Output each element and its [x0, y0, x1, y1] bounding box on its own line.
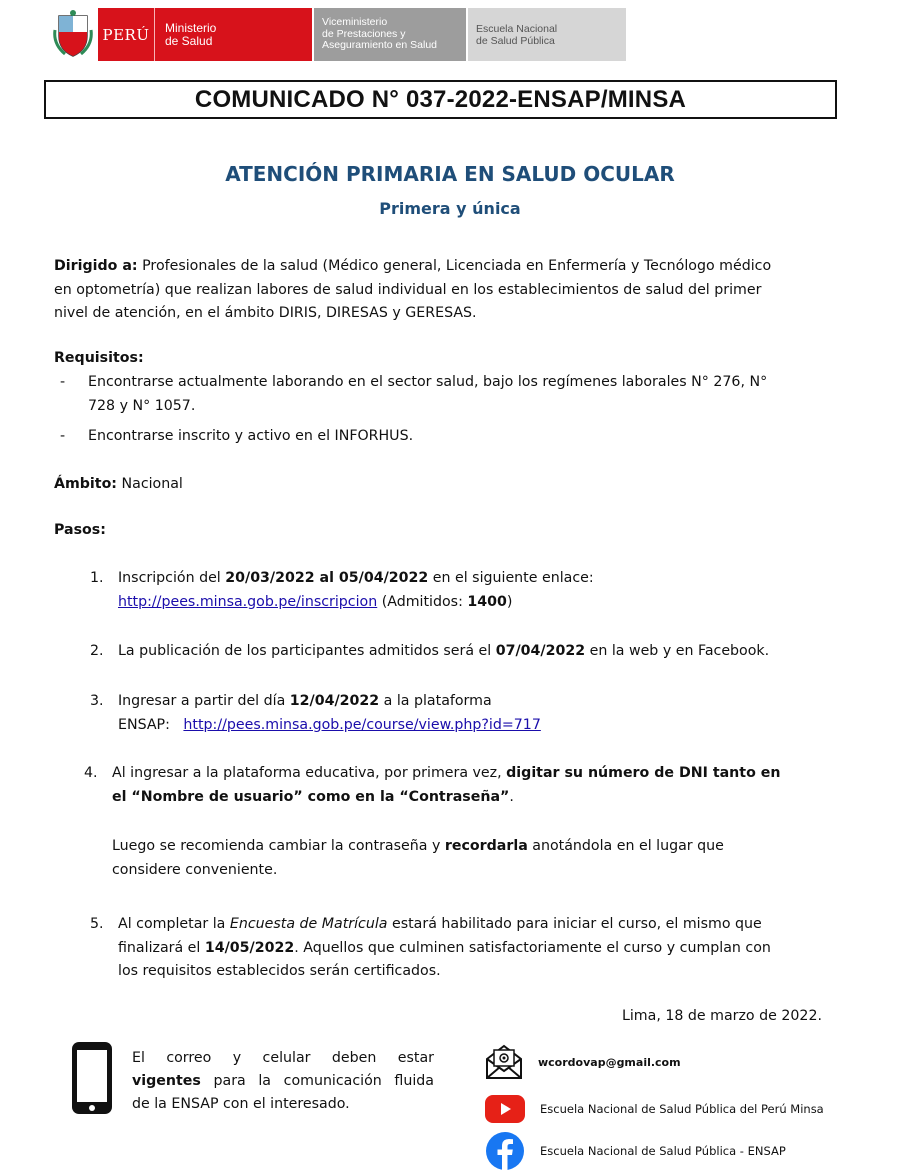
course-title: ATENCIÓN PRIMARIA EN SALUD OCULAR	[225, 162, 675, 186]
youtube-contact	[484, 1094, 824, 1124]
step-3: Ingresar a partir del día 12/04/2022 a la plataforma ENSAP: http://pees.minsa.gob.pe/course/view.php?id=717	[118, 693, 541, 733]
list-bullet: -	[60, 374, 66, 390]
step-number: 4.	[84, 765, 98, 781]
viceministerio-label: Viceministerio de Prestaciones y Aseguramiento en Salud	[314, 8, 466, 61]
ministerio-label: Ministerio de Salud	[154, 8, 312, 61]
step-number: 5.	[90, 916, 104, 932]
youtube-channel-name: Escuela Nacional de Salud Pública del Perú Minsa	[540, 1102, 824, 1116]
step-5: Al completar la Encuesta de Matrícula estará habilitado para iniciar el curso, el mismo que finalizará el 14/05/2022. Aquellos que culminen satisfactoriamente el curso y cumplan con los requisitos establecidos serán certificados.	[118, 916, 771, 979]
facebook-contact	[484, 1131, 786, 1171]
step-1: Inscripción del 20/03/2022 al 05/04/2022 en el siguiente enlace: http://pees.minsa.gob.pe/inscripcion (Admitidos: 1400)	[118, 570, 594, 610]
inscripcion-link[interactable]: http://pees.minsa.gob.pe/inscripcion	[118, 593, 378, 610]
dirigido-paragraph: Dirigido a: Profesionales de la salud (Médico general, Licenciada en Enfermería y Tecnólogo médico en optometría) que realizan labores de salud individual en los establecimientos de salud del primer nivel de atención, en el ámbito DIRIS, DIRESAS y GERESAS.	[54, 258, 772, 321]
email-address: wcordovap@gmail.com	[538, 1055, 681, 1069]
contact-note: El correo y celular deben estar vigentes para la comunicación fluida de la ENSAP con el interesado.	[132, 1050, 434, 1112]
escuela-label: Escuela Nacional de Salud Pública	[468, 8, 626, 61]
step-number: 1.	[90, 570, 104, 586]
pasos-heading: Pasos:	[54, 522, 106, 538]
facebook-page-name: Escuela Nacional de Salud Pública - ENSAP	[540, 1144, 786, 1158]
step-4: Al ingresar a la plataforma educativa, por primera vez, digitar su número de DNI tanto en el “Nombre de usuario” como en la “Contraseña”. Luego se recomienda cambiar la contraseña y recordarla anotándola en el lugar que considere conveniente.	[112, 765, 781, 878]
step-number: 2.	[90, 643, 104, 659]
requisitos-heading: Requisitos:	[54, 350, 144, 366]
course-link[interactable]: http://pees.minsa.gob.pe/course/view.php?id=717	[183, 716, 541, 733]
requisito-item-1: Encontrarse actualmente laborando en el sector salud, bajo los regímenes laborales N° 276, N° 728 y N° 1057.	[88, 374, 768, 414]
course-edition: Primera y única	[379, 199, 521, 218]
youtube-icon	[484, 1094, 526, 1124]
email-contact	[484, 1043, 681, 1081]
peru-label: PERÚ	[98, 8, 154, 61]
peru-coat-of-arms-icon	[52, 8, 94, 61]
step-2: La publicación de los participantes admitidos será el 07/04/2022 en la web y en Facebook.	[118, 643, 770, 659]
email-envelope-icon	[484, 1043, 524, 1081]
step-number: 3.	[90, 693, 104, 709]
document-title: COMUNICADO N° 037-2022-ENSAP/MINSA	[44, 80, 837, 119]
requisito-item-2: Encontrarse inscrito y activo en el INFORHUS.	[88, 428, 414, 444]
ambito-line: Ámbito: Nacional	[54, 476, 183, 492]
institutional-header	[52, 8, 626, 61]
list-bullet: -	[60, 428, 66, 444]
mobile-phone-icon	[70, 1040, 114, 1116]
document-date: Lima, 18 de marzo de 2022.	[621, 1008, 822, 1024]
facebook-icon	[484, 1131, 526, 1171]
